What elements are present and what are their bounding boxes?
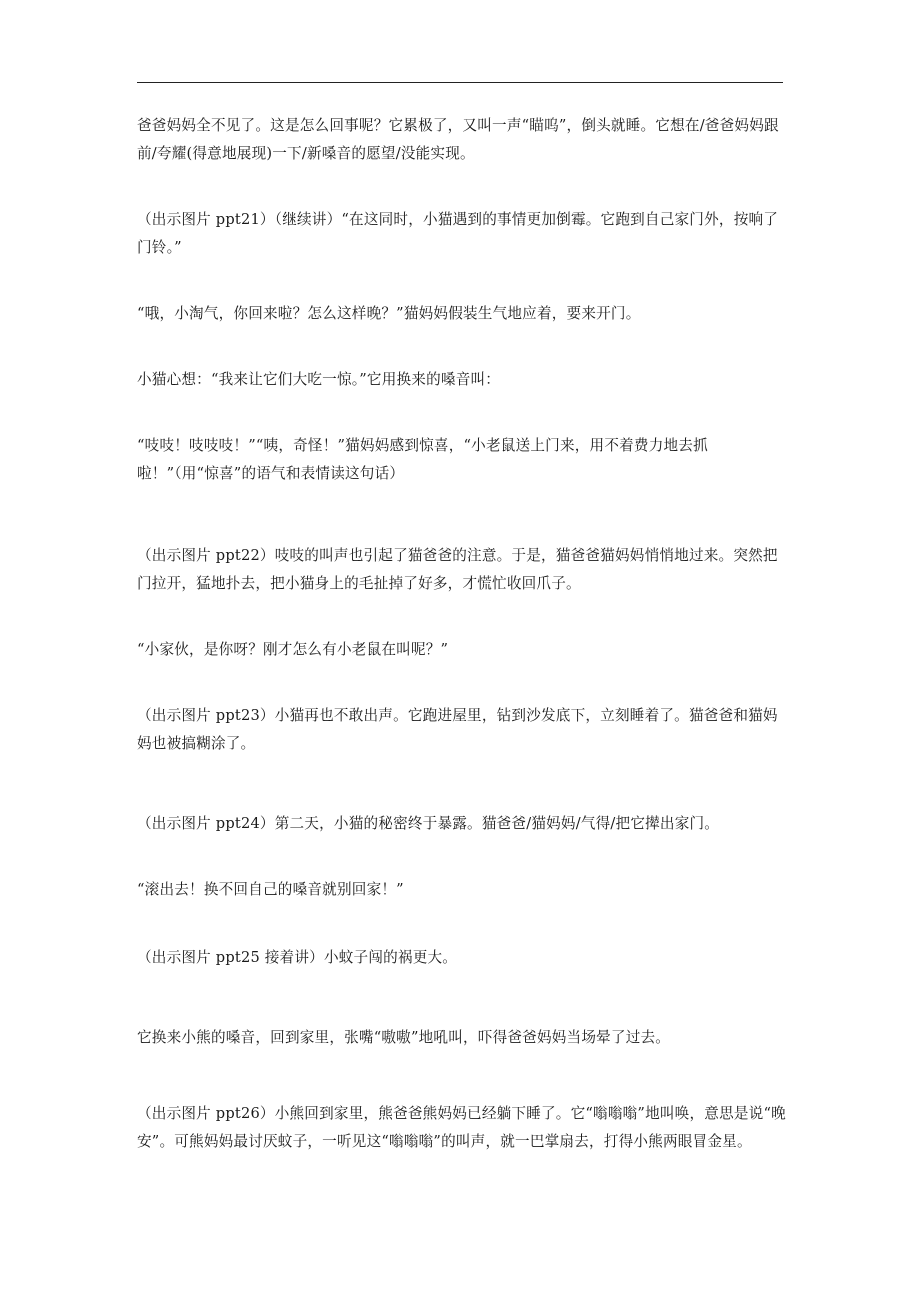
paragraph-2: （出示图片 ppt21）（继续讲）“在这同时，小猫遇到的事情更加倒霉。它跑到自己家门外，按响了门铃。” — [137, 211, 779, 256]
paragraph-4: 小猫心想：“我来让它们大吃一惊。”它用换来的嗓音叫： — [137, 371, 501, 388]
paragraph-6: （出示图片 ppt22）吱吱的叫声也引起了猫爸爸的注意。于是，猫爸爸猫妈妈悄悄地过来。突然把门拉开，猛地扑去，把小猫身上的毛扯掉了好多，才慌忙收回爪子。 — [137, 547, 778, 592]
paragraph-11: （出示图片 ppt25 接着讲）小蚊子闯的祸更大。 — [137, 949, 458, 966]
paragraph-7: “小家伙，是你呀？刚才怎么有小老鼠在叫呢？” — [137, 641, 449, 658]
paragraph-1: 爸爸妈妈全不见了。这是怎么回事呢？它累极了，又叫一声“瞄呜”，倒头就睡。它想在/爸爸妈妈跟前/夸耀(得意地展现)一下/新嗓音的愿望/没能实现。 — [137, 117, 779, 162]
paragraph-8: （出示图片 ppt23）小猫再也不敢出声。它跑进屋里，钻到沙发底下，立刻睡着了。猫爸爸和猫妈妈也被搞糊涂了。 — [137, 707, 778, 752]
paragraph-3: “哦，小淘气，你回来啦？怎么这样晚？”猫妈妈假装生气地应着，要来开门。 — [137, 305, 641, 322]
paragraph-13: （出示图片 ppt26）小熊回到家里，熊爸爸熊妈妈已经躺下睡了。它“嗡嗡嗡”地叫唤，意思是说“晚安”。可熊妈妈最讨厌蚊子，一听见这“嗡嗡嗡”的叫声，就一巴掌扇去，打得小熊两眼冒金星。 — [137, 1105, 786, 1150]
paragraph-10: “滚出去！换不回自己的嗓音就别回家！” — [137, 881, 404, 898]
paragraph-12: 它换来小熊的嗓音，回到家里，张嘴“嗷嗷”地吼叫，吓得爸爸妈妈当场晕了过去。 — [137, 1029, 671, 1046]
header-rule — [137, 82, 783, 83]
paragraph-9: （出示图片 ppt24）第二天，小猫的秘密终于暴露。猫爸爸/猫妈妈/气得/把它撵出家门。 — [137, 815, 720, 832]
paragraph-5: “吱吱！吱吱吱！”“咦，奇怪！”猫妈妈感到惊喜，“小老鼠送上门来，用不着费力地去抓啦！”（用“惊喜”的语气和表情读这句话） — [137, 437, 708, 482]
